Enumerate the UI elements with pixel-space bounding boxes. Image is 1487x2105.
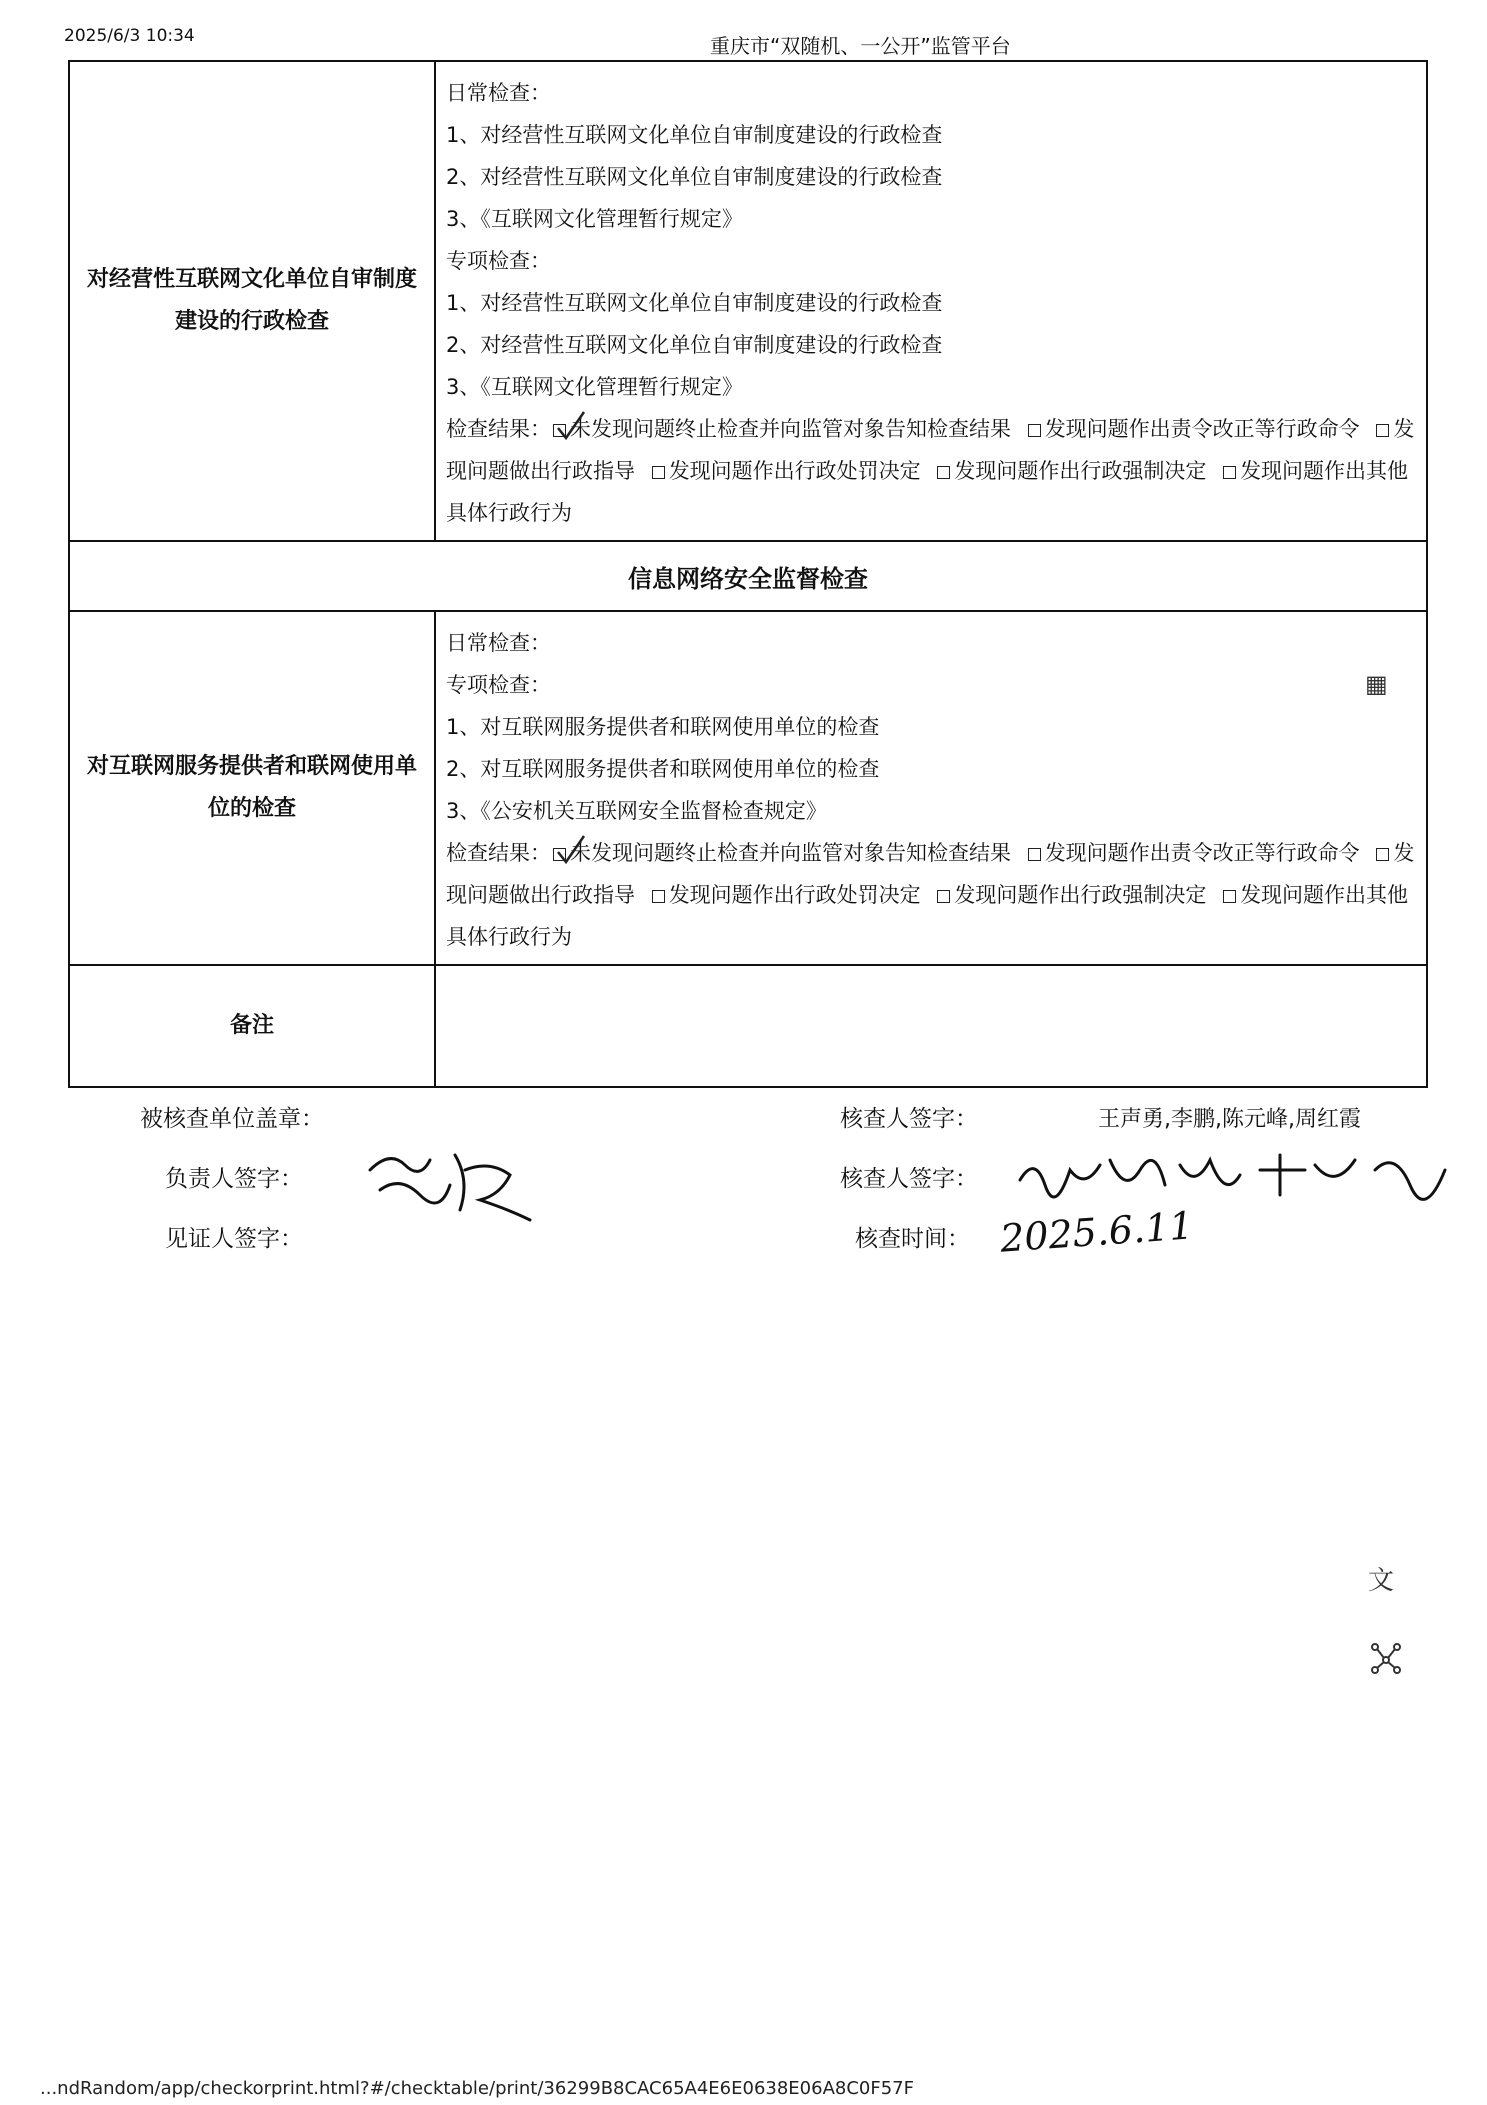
list-item: 1、对互联网服务提供者和联网使用单位的检查 bbox=[446, 715, 880, 739]
check-result bbox=[446, 408, 1416, 534]
unit-seal-label: 被核查单位盖章： bbox=[140, 1106, 324, 1132]
list-item: 3、《互联网文化管理暂行规定》 bbox=[446, 207, 743, 231]
inspector-signatures bbox=[1015, 1140, 1455, 1210]
result-option: 发现问题作出责令改正等行政命令 bbox=[1044, 417, 1360, 441]
special-check-title: 专项检查： bbox=[446, 249, 551, 273]
list-item: 3、《互联网文化管理暂行规定》 bbox=[446, 375, 743, 399]
daily-check-title: 日常检查： bbox=[446, 81, 551, 105]
result-checkbox[interactable] bbox=[1028, 424, 1041, 437]
list-item: 2、对经营性互联网文化单位自审制度建设的行政检查 bbox=[446, 333, 943, 357]
table-row-section2 bbox=[69, 611, 1427, 965]
item-label: 对互联网服务提供者和联网使用单位的检查 bbox=[86, 754, 417, 821]
responsible-label: 负责人签字： bbox=[165, 1166, 303, 1192]
footer-url: ...ndRandom/app/checkorprint.html?#/checktable/print/36299B8CAC65A4E6E0638E06A8C0F57F bbox=[40, 2078, 914, 2099]
result-option: 发现问题作出行政处罚决定 bbox=[668, 459, 921, 483]
handwritten-date: 2025.6.11 bbox=[998, 1203, 1195, 1261]
list-item: 1、对经营性互联网文化单位自审制度建设的行政检查 bbox=[446, 291, 943, 315]
result-checkbox[interactable] bbox=[1223, 466, 1236, 479]
item-label-cell bbox=[69, 611, 435, 965]
network-nodes-icon[interactable] bbox=[1368, 1640, 1404, 1676]
inspection-table bbox=[68, 60, 1428, 1088]
result-checkbox[interactable] bbox=[1376, 424, 1389, 437]
table-row-section-header bbox=[69, 541, 1427, 611]
special-check-title: 专项检查： bbox=[446, 673, 551, 697]
translate-icon[interactable]: 文 bbox=[1368, 1566, 1395, 1596]
result-checkbox[interactable] bbox=[1376, 848, 1389, 861]
result-checkbox[interactable] bbox=[937, 890, 950, 903]
platform-title: 重庆市“双随机、一公开”监管平台 bbox=[710, 34, 1011, 58]
table-row-remarks bbox=[69, 965, 1427, 1087]
table-row-section1 bbox=[69, 61, 1427, 541]
witness-label: 见证人签字： bbox=[165, 1226, 303, 1252]
result-option: 发现问题作出责令改正等行政命令 bbox=[1044, 841, 1360, 865]
result-label: 检查结果： bbox=[446, 417, 551, 441]
inspector-label-1: 核查人签字： bbox=[840, 1106, 978, 1132]
result-option: 发现问题做出行政指导 bbox=[446, 841, 1415, 907]
result-checkbox[interactable] bbox=[937, 466, 950, 479]
result-option: 发现问题作出行政强制决定 bbox=[954, 459, 1207, 483]
result-checkbox[interactable] bbox=[652, 890, 665, 903]
list-item: 2、对经营性互联网文化单位自审制度建设的行政检查 bbox=[446, 165, 943, 189]
result-checkbox[interactable] bbox=[652, 466, 665, 479]
result-option: 未发现问题终止检查并向监管对象告知检查结果 bbox=[570, 417, 1011, 441]
result-option: 发现问题作出行政强制决定 bbox=[954, 883, 1207, 907]
result-option: 发现问题做出行政指导 bbox=[446, 417, 1415, 483]
result-option: 发现问题作出行政处罚决定 bbox=[668, 883, 921, 907]
inspector-label-2: 核查人签字： bbox=[840, 1166, 978, 1192]
remarks-label: 备注 bbox=[69, 965, 435, 1087]
check-result bbox=[446, 832, 1416, 958]
result-option: 未发现问题终止检查并向监管对象告知检查结果 bbox=[570, 841, 1011, 865]
responsible-signature bbox=[360, 1140, 540, 1230]
result-checkbox[interactable] bbox=[1223, 890, 1236, 903]
content-cell bbox=[435, 61, 1427, 541]
side-toolbar-icon[interactable]: ▦ bbox=[1365, 670, 1388, 698]
result-label: 检查结果： bbox=[446, 841, 551, 865]
time-label: 核查时间： bbox=[855, 1226, 970, 1252]
item-label: 对经营性互联网文化单位自审制度建设的行政检查 bbox=[86, 267, 417, 334]
section-header: 信息网络安全监督检查 bbox=[69, 541, 1427, 611]
daily-check-title: 日常检查： bbox=[446, 631, 551, 655]
content-cell bbox=[435, 611, 1427, 965]
result-option: 发现问题作出其他具体行政行为 bbox=[446, 883, 1409, 949]
print-timestamp: 2025/6/3 10:34 bbox=[64, 26, 195, 46]
inspector-names: 王声勇,李鹏,陈元峰,周红霞 bbox=[1098, 1107, 1361, 1132]
result-option: 发现问题作出其他具体行政行为 bbox=[446, 459, 1409, 525]
result-checkbox[interactable] bbox=[1028, 848, 1041, 861]
list-item: 2、对互联网服务提供者和联网使用单位的检查 bbox=[446, 757, 880, 781]
item-label-cell bbox=[69, 61, 435, 541]
remarks-value[interactable] bbox=[435, 965, 1427, 1087]
list-item: 1、对经营性互联网文化单位自审制度建设的行政检查 bbox=[446, 123, 943, 147]
list-item: 3、《公安机关互联网安全监督检查规定》 bbox=[446, 799, 827, 823]
